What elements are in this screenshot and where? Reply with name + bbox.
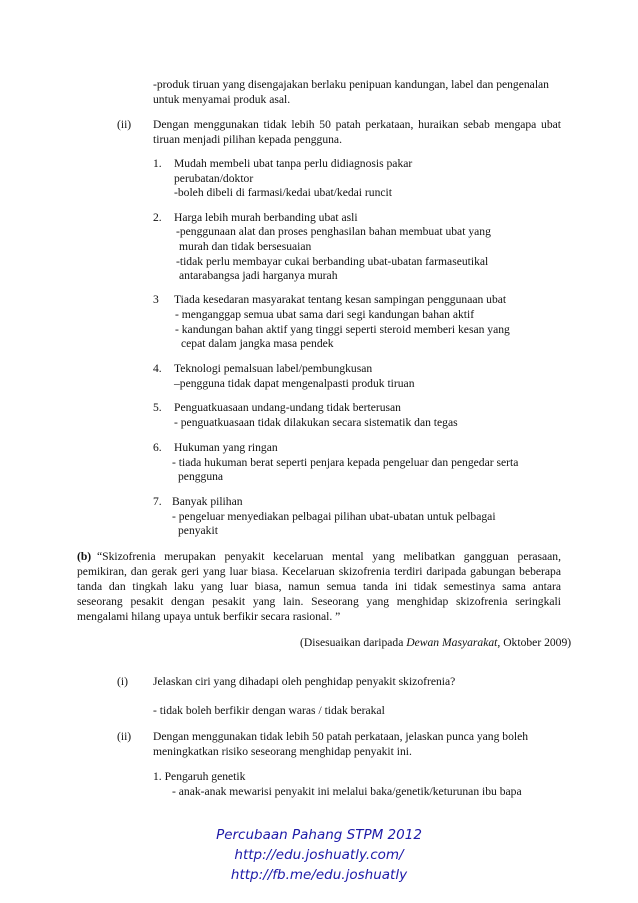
point-detail: pengguna: [178, 470, 224, 483]
point-number: 2.: [153, 211, 162, 224]
passage-line: pemikiran, dan gerak geri yang luar biasa. Kecelaruan skizofrenia terdiri daripada gabungan beberapa: [77, 565, 561, 578]
point-title: Harga lebih murah berbanding ubat asli: [174, 211, 358, 224]
passage-line: “Skizofrenia merupakan penyakit kecelaruan mental yang melibatkan gangguan perasaan,: [97, 550, 561, 563]
source-citation: [300, 636, 572, 650]
point-title: Hukuman yang ringan: [174, 441, 278, 454]
question-number: (ii): [117, 118, 132, 131]
point-detail: - tiada hukuman berat seperti penjara kepada pengeluar dan pengedar serta: [172, 456, 519, 469]
point-detail: -penggunaan alat dan proses penghasilan bahan membuat ubat yang: [176, 225, 491, 238]
point-number: 3: [153, 293, 159, 306]
passage-line: mengalami hilang upaya untuk berfikir secara rasional. ”: [77, 610, 341, 623]
question-number: (i): [117, 675, 128, 688]
point-detail: - anak-anak mewarisi penyakit ini melalui baka/genetik/keturunan ibu bapa: [172, 785, 522, 798]
point-title: Penguatkuasaan undang-undang tidak berterusan: [174, 401, 401, 414]
point-title: Banyak pilihan: [172, 495, 243, 508]
point-detail: -boleh dibeli di farmasi/kedai ubat/kedai runcit: [174, 186, 392, 199]
point-number: 7.: [153, 495, 162, 508]
footer-link[interactable]: http://edu.joshuatly.com/: [234, 847, 404, 863]
passage-line: tanda dan tingkah laku yang luar biasa, namun semua tanda ini tidak semestinya sama antara: [77, 580, 561, 593]
question-text: meningkatkan risiko seseorang menghidap penyakit ini.: [153, 745, 412, 758]
point-detail: murah dan tidak bersesuaian: [179, 240, 312, 253]
point-detail: - menganggap semua ubat sama dari segi kandungan bahan aktif: [175, 308, 475, 321]
question-text: Dengan menggunakan tidak lebih 50 patah perkataan, huraikan sebab mengapa ubat: [153, 118, 561, 131]
question-text: Dengan menggunakan tidak lebih 50 patah perkataan, jelaskan punca yang boleh: [153, 730, 529, 743]
point-number: 1.: [153, 157, 162, 170]
point-detail: - kandungan bahan aktif yang tinggi seperti steroid memberi kesan yang: [175, 323, 510, 336]
footer-link[interactable]: http://fb.me/edu.joshuatly: [230, 867, 408, 883]
section-label: (b): [77, 550, 92, 563]
point-number: 5.: [153, 401, 162, 414]
point-detail: –pengguna tidak dapat mengenalpasti produk tiruan: [174, 377, 415, 390]
point-detail: antarabangsa jadi harganya murah: [179, 269, 338, 282]
point-detail: - pengeluar menyediakan pelbagai pilihan ubat-ubatan untuk pelbagai: [172, 510, 496, 523]
point-title: Teknologi pemalsuan label/pembungkusan: [174, 362, 373, 375]
passage-line: seseorang pesakit dengan pesakit yang lain. Seseorang yang menghidap skizofrenia seringkali: [77, 595, 561, 608]
point-number: 6.: [153, 441, 162, 454]
point-detail: perubatan/doktor: [174, 172, 254, 185]
point-number: 4.: [153, 362, 162, 375]
question-number: (ii): [117, 730, 132, 743]
point-detail: penyakit: [178, 524, 218, 537]
point-detail: -tidak perlu membayar cukai berbanding ubat-ubatan farmaseutikal: [176, 255, 489, 268]
source-title: Dewan Masyarakat: [406, 636, 498, 649]
intro-line-1: -produk tiruan yang disengajakan berlaku penipuan kandungan, label dan pengenalan: [153, 78, 549, 91]
point-detail: - penguatkuasaan tidak dilakukan secara sistematik dan tegas: [174, 416, 458, 429]
question-text: tiruan menjadi pilihan kepada pengguna.: [153, 133, 342, 146]
point-title: Mudah membeli ubat tanpa perlu didiagnosis pakar: [174, 157, 413, 170]
question-text: Jelaskan ciri yang dihadapi oleh penghidap penyakit skizofrenia?: [153, 675, 456, 688]
point-title: 1. Pengaruh genetik: [153, 770, 246, 783]
footer-title: Percubaan Pahang STPM 2012: [216, 827, 422, 843]
source-suffix: , Oktober 2009): [497, 636, 572, 649]
intro-line-2: untuk menyamai produk asal.: [153, 93, 291, 106]
point-detail: cepat dalam jangka masa pendek: [181, 337, 334, 350]
point-title: Tiada kesedaran masyarakat tentang kesan sampingan penggunaan ubat: [174, 293, 507, 306]
source-prefix: (Disesuaikan daripada: [300, 636, 407, 649]
answer-text: - tidak boleh berfikir dengan waras / tidak berakal: [153, 704, 385, 717]
